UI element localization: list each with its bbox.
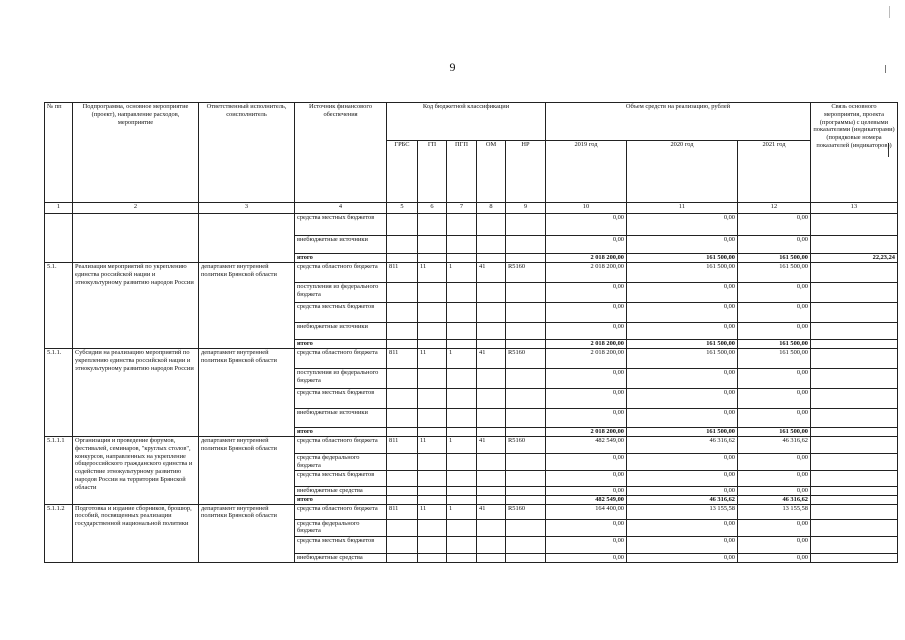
colnum: 8 (477, 203, 506, 214)
header-2020: 2020 год (627, 141, 738, 203)
row-code-nr (506, 303, 546, 323)
row-amount-2021: 0,00 (738, 454, 811, 471)
row-indicators (811, 553, 898, 562)
row-code-nr (506, 536, 546, 553)
row-amount-2020: 0,00 (627, 323, 738, 340)
row-source: внебюджетные средства (295, 486, 387, 495)
row-number: 5.1.1.1 (45, 437, 73, 505)
header-name: Подпрограмма, основное мероприятие (проект), направление расходов, мероприятие (73, 103, 199, 203)
row-amount-2021: 161 500,00 (738, 349, 811, 369)
row-code-grbs (387, 428, 418, 437)
header-2019: 2019 год (546, 141, 627, 203)
row-code-grbs (387, 389, 418, 409)
header-om: ОМ (477, 141, 506, 203)
colnum: 1 (45, 203, 73, 214)
row-code-om (477, 536, 506, 553)
row-code-nr (506, 495, 546, 504)
row-executor (199, 214, 295, 263)
row-code-om (477, 454, 506, 471)
row-amount-2021: 0,00 (738, 409, 811, 428)
row-amount-2019: 0,00 (546, 303, 627, 323)
row-code-nr (506, 454, 546, 471)
row-indicators (811, 486, 898, 495)
row-code-pgp: 1 (447, 263, 477, 283)
row-code-pgp (447, 369, 477, 389)
row-amount-2020: 0,00 (627, 369, 738, 389)
row-amount-2021: 161 500,00 (738, 254, 811, 263)
row-amount-2020: 13 155,58 (627, 504, 738, 519)
row-code-nr (506, 428, 546, 437)
row-amount-2020: 161 500,00 (627, 349, 738, 369)
row-code-grbs: 811 (387, 437, 418, 454)
scan-mark (889, 6, 890, 18)
row-code-grbs (387, 214, 418, 236)
row-source: средства областного бюджета (295, 263, 387, 283)
row-name: Субсидии на реализацию мероприятий по укреплению единства российской нации и этнокультурному развитию народов России (73, 349, 199, 437)
row-code-pgp: 1 (447, 437, 477, 454)
row-amount-2020: 161 500,00 (627, 254, 738, 263)
row-number (45, 214, 73, 263)
row-code-grbs (387, 553, 418, 562)
header-volume: Объем средств на реализацию, рублей (546, 103, 811, 141)
row-number: 5.1.1.2 (45, 504, 73, 562)
header-nr: НР (506, 141, 546, 203)
row-amount-2019: 0,00 (546, 536, 627, 553)
row-code-om: 41 (477, 263, 506, 283)
row-code-nr (506, 409, 546, 428)
row-source: итого (295, 340, 387, 349)
row-indicators (811, 349, 898, 369)
row-code-nr (506, 389, 546, 409)
row-code-pgp: 1 (447, 504, 477, 519)
header-row (45, 103, 898, 141)
row-code-nr (506, 323, 546, 340)
row-code-gp (418, 519, 447, 536)
colnum: 13 (811, 203, 898, 214)
row-source: средства федерального бюджета (295, 454, 387, 471)
row-code-grbs (387, 283, 418, 303)
row-code-om (477, 369, 506, 389)
row-code-grbs: 811 (387, 504, 418, 519)
header-pgp: ПГП (447, 141, 477, 203)
row-code-nr (506, 519, 546, 536)
row-code-pgp (447, 409, 477, 428)
row-amount-2020: 46 316,62 (627, 495, 738, 504)
row-code-grbs (387, 409, 418, 428)
row-amount-2019: 164 400,00 (546, 504, 627, 519)
row-code-gp (418, 454, 447, 471)
row-code-pgp (447, 486, 477, 495)
row-code-gp (418, 428, 447, 437)
row-executor: департамент внутренней политики Брянской области (199, 504, 295, 562)
row-amount-2021: 0,00 (738, 389, 811, 409)
row-code-nr (506, 553, 546, 562)
row-amount-2019: 0,00 (546, 283, 627, 303)
row-amount-2021: 161 500,00 (738, 340, 811, 349)
row-code-gp (418, 236, 447, 254)
row-code-nr (506, 214, 546, 236)
row-source: поступления из федерального бюджета (295, 369, 387, 389)
table-row (45, 349, 898, 369)
row-indicators (811, 340, 898, 349)
row-code-grbs (387, 254, 418, 263)
row-amount-2021: 0,00 (738, 553, 811, 562)
row-indicators (811, 214, 898, 236)
row-code-pgp (447, 454, 477, 471)
row-code-grbs (387, 495, 418, 504)
row-code-pgp (447, 519, 477, 536)
row-amount-2020: 161 500,00 (627, 263, 738, 283)
row-amount-2019: 0,00 (546, 369, 627, 389)
row-amount-2020: 0,00 (627, 536, 738, 553)
row-code-om (477, 254, 506, 263)
row-amount-2020: 0,00 (627, 236, 738, 254)
row-amount-2020: 0,00 (627, 389, 738, 409)
row-indicators: 22,23,24 (811, 254, 898, 263)
row-code-pgp (447, 340, 477, 349)
row-code-nr: R5160 (506, 349, 546, 369)
row-executor: департамент внутренней политики Брянской области (199, 437, 295, 505)
header-grbs: ГРБС (387, 141, 418, 203)
row-source: средства местных бюджетов (295, 214, 387, 236)
colnum: 2 (73, 203, 199, 214)
row-indicators (811, 428, 898, 437)
row-code-gp (418, 495, 447, 504)
row-name: Организация и проведение форумов, фестивалей, семинаров, "круглых столов", конкурсов, направленных на укрепление общероссийского гражданского единства и содействие этнокультурному развитию народов России на территории Брянской области (73, 437, 199, 505)
row-code-gp (418, 389, 447, 409)
row-amount-2019: 482 549,00 (546, 495, 627, 504)
row-indicators (811, 263, 898, 283)
row-code-grbs: 811 (387, 263, 418, 283)
row-indicators (811, 389, 898, 409)
colnum: 12 (738, 203, 811, 214)
row-indicators (811, 519, 898, 536)
row-amount-2020: 0,00 (627, 486, 738, 495)
row-code-gp (418, 283, 447, 303)
row-amount-2020: 161 500,00 (627, 428, 738, 437)
row-code-pgp: 1 (447, 349, 477, 369)
row-code-pgp (447, 495, 477, 504)
row-amount-2019: 0,00 (546, 214, 627, 236)
row-source: средства местных бюджетов (295, 470, 387, 486)
row-amount-2020: 0,00 (627, 519, 738, 536)
row-code-om (477, 470, 506, 486)
row-code-om: 41 (477, 437, 506, 454)
row-amount-2020: 0,00 (627, 283, 738, 303)
row-indicators (811, 303, 898, 323)
row-indicators (811, 454, 898, 471)
row-source: средства областного бюджета (295, 437, 387, 454)
row-indicators (811, 536, 898, 553)
row-source: средства местных бюджетов (295, 389, 387, 409)
row-amount-2021: 0,00 (738, 283, 811, 303)
header-source: Источник финансового обеспечения (295, 103, 387, 203)
row-amount-2020: 46 316,62 (627, 437, 738, 454)
header-2021: 2021 год (738, 141, 811, 203)
row-code-pgp (447, 553, 477, 562)
row-indicators (811, 409, 898, 428)
row-amount-2019: 0,00 (546, 409, 627, 428)
row-name: Подготовка и издание сборников, брошюр, пособий, посвященных реализации государственной национальной политики (73, 504, 199, 562)
row-amount-2019: 0,00 (546, 323, 627, 340)
header-gp: ГП (418, 141, 447, 203)
row-code-grbs (387, 236, 418, 254)
page-number: 9 (449, 60, 456, 74)
row-code-nr (506, 236, 546, 254)
row-amount-2020: 0,00 (627, 409, 738, 428)
row-code-nr (506, 340, 546, 349)
row-name (73, 214, 199, 263)
row-code-om (477, 409, 506, 428)
row-amount-2019: 2 018 200,00 (546, 349, 627, 369)
row-source: средства местных бюджетов (295, 536, 387, 553)
colnum: 10 (546, 203, 627, 214)
row-code-pgp (447, 303, 477, 323)
row-code-grbs (387, 340, 418, 349)
row-indicators (811, 470, 898, 486)
row-code-gp (418, 553, 447, 562)
row-source: внебюджетные источники (295, 409, 387, 428)
row-code-om (477, 553, 506, 562)
row-number: 5.1.1. (45, 349, 73, 437)
row-amount-2020: 161 500,00 (627, 340, 738, 349)
row-code-om (477, 214, 506, 236)
row-code-om (477, 486, 506, 495)
row-source: внебюджетные источники (295, 236, 387, 254)
row-source: итого (295, 495, 387, 504)
row-amount-2020: 0,00 (627, 214, 738, 236)
row-code-gp (418, 340, 447, 349)
row-executor: департамент внутренней политики Брянской области (199, 263, 295, 349)
row-code-om (477, 303, 506, 323)
row-code-pgp (447, 214, 477, 236)
row-amount-2020: 0,00 (627, 470, 738, 486)
scan-mark (885, 65, 886, 73)
row-code-gp (418, 369, 447, 389)
row-amount-2019: 0,00 (546, 553, 627, 562)
row-amount-2021: 0,00 (738, 519, 811, 536)
row-source: средства областного бюджета (295, 504, 387, 519)
row-code-nr (506, 486, 546, 495)
row-amount-2020: 0,00 (627, 553, 738, 562)
row-code-nr: R5160 (506, 504, 546, 519)
row-code-grbs (387, 323, 418, 340)
row-indicators (811, 495, 898, 504)
row-code-grbs (387, 519, 418, 536)
row-code-gp (418, 486, 447, 495)
column-number-row (45, 203, 898, 214)
row-amount-2020: 0,00 (627, 454, 738, 471)
row-code-pgp (447, 470, 477, 486)
row-code-grbs (387, 454, 418, 471)
row-code-grbs (387, 303, 418, 323)
colnum: 11 (627, 203, 738, 214)
colnum: 7 (447, 203, 477, 214)
row-amount-2021: 0,00 (738, 536, 811, 553)
row-code-nr: R5160 (506, 263, 546, 283)
row-code-om (477, 340, 506, 349)
row-code-gp (418, 303, 447, 323)
row-source: итого (295, 428, 387, 437)
row-source: средства местных бюджетов (295, 303, 387, 323)
row-code-gp (418, 536, 447, 553)
row-code-grbs (387, 486, 418, 495)
row-amount-2019: 2 018 200,00 (546, 254, 627, 263)
row-amount-2021: 0,00 (738, 214, 811, 236)
row-code-nr (506, 254, 546, 263)
row-amount-2019: 2 018 200,00 (546, 428, 627, 437)
row-amount-2021: 46 316,62 (738, 437, 811, 454)
row-code-om (477, 323, 506, 340)
budget-table (44, 102, 898, 563)
row-source: средства федерального бюджета (295, 519, 387, 536)
row-code-gp: 11 (418, 437, 447, 454)
row-code-om (477, 236, 506, 254)
row-amount-2021: 0,00 (738, 486, 811, 495)
row-amount-2021: 0,00 (738, 470, 811, 486)
row-amount-2019: 482 549,00 (546, 437, 627, 454)
row-source: итого (295, 254, 387, 263)
table-row (45, 437, 898, 454)
row-amount-2019: 0,00 (546, 470, 627, 486)
row-amount-2020: 0,00 (627, 303, 738, 323)
row-executor: департамент внутренней политики Брянской области (199, 349, 295, 437)
row-code-pgp (447, 323, 477, 340)
row-code-nr (506, 470, 546, 486)
row-code-gp: 11 (418, 263, 447, 283)
row-amount-2021: 161 500,00 (738, 428, 811, 437)
row-indicators (811, 283, 898, 303)
row-code-nr: R5160 (506, 437, 546, 454)
header-link: Связь основного мероприятия, проекта (программы) с целевыми показателями (индикаторами) (порядковые номера показателей (индикаторов)) (811, 103, 898, 203)
row-code-pgp (447, 283, 477, 303)
row-indicators (811, 369, 898, 389)
header-no: № пп (45, 103, 73, 203)
table-row (45, 214, 898, 236)
row-code-grbs: 811 (387, 349, 418, 369)
row-source: внебюджетные источники (295, 323, 387, 340)
row-source: поступления из федерального бюджета (295, 283, 387, 303)
row-amount-2019: 2 018 200,00 (546, 263, 627, 283)
table-row (45, 504, 898, 519)
row-code-pgp (447, 254, 477, 263)
row-amount-2021: 0,00 (738, 303, 811, 323)
row-amount-2021: 161 500,00 (738, 263, 811, 283)
row-code-grbs (387, 470, 418, 486)
row-code-gp (418, 470, 447, 486)
row-amount-2019: 2 018 200,00 (546, 340, 627, 349)
row-amount-2021: 46 316,62 (738, 495, 811, 504)
row-code-grbs (387, 369, 418, 389)
row-code-om (477, 428, 506, 437)
row-amount-2021: 0,00 (738, 323, 811, 340)
row-code-nr (506, 283, 546, 303)
row-code-gp (418, 254, 447, 263)
row-amount-2021: 13 155,58 (738, 504, 811, 519)
row-code-gp (418, 409, 447, 428)
row-code-gp (418, 323, 447, 340)
colnum: 9 (506, 203, 546, 214)
row-amount-2019: 0,00 (546, 454, 627, 471)
row-code-pgp (447, 236, 477, 254)
row-code-om (477, 389, 506, 409)
row-number: 5.1. (45, 263, 73, 349)
row-amount-2019: 0,00 (546, 486, 627, 495)
row-code-om (477, 495, 506, 504)
row-code-om: 41 (477, 349, 506, 369)
row-code-pgp (447, 536, 477, 553)
row-amount-2021: 0,00 (738, 236, 811, 254)
row-amount-2021: 0,00 (738, 369, 811, 389)
row-indicators (811, 437, 898, 454)
row-code-om (477, 519, 506, 536)
colnum: 4 (295, 203, 387, 214)
row-code-nr (506, 369, 546, 389)
row-code-om: 41 (477, 504, 506, 519)
row-indicators (811, 323, 898, 340)
row-code-grbs (387, 536, 418, 553)
header-kbk: Код бюджетной классификации (387, 103, 546, 141)
row-source: средства областного бюджета (295, 349, 387, 369)
row-amount-2019: 0,00 (546, 519, 627, 536)
table-row (45, 263, 898, 283)
row-code-gp: 11 (418, 349, 447, 369)
colnum: 5 (387, 203, 418, 214)
row-amount-2019: 0,00 (546, 389, 627, 409)
row-indicators (811, 504, 898, 519)
row-source: внебюджетные средства (295, 553, 387, 562)
header-executor: Ответственный исполнитель, соисполнитель (199, 103, 295, 203)
row-code-pgp (447, 428, 477, 437)
row-code-pgp (447, 389, 477, 409)
row-name: Реализация мероприятий по укреплению единства российской нации и этнокультурному развитию народов России (73, 263, 199, 349)
row-code-gp: 11 (418, 504, 447, 519)
row-indicators (811, 236, 898, 254)
colnum: 3 (199, 203, 295, 214)
colnum: 6 (418, 203, 447, 214)
row-code-gp (418, 214, 447, 236)
row-code-om (477, 283, 506, 303)
row-amount-2019: 0,00 (546, 236, 627, 254)
